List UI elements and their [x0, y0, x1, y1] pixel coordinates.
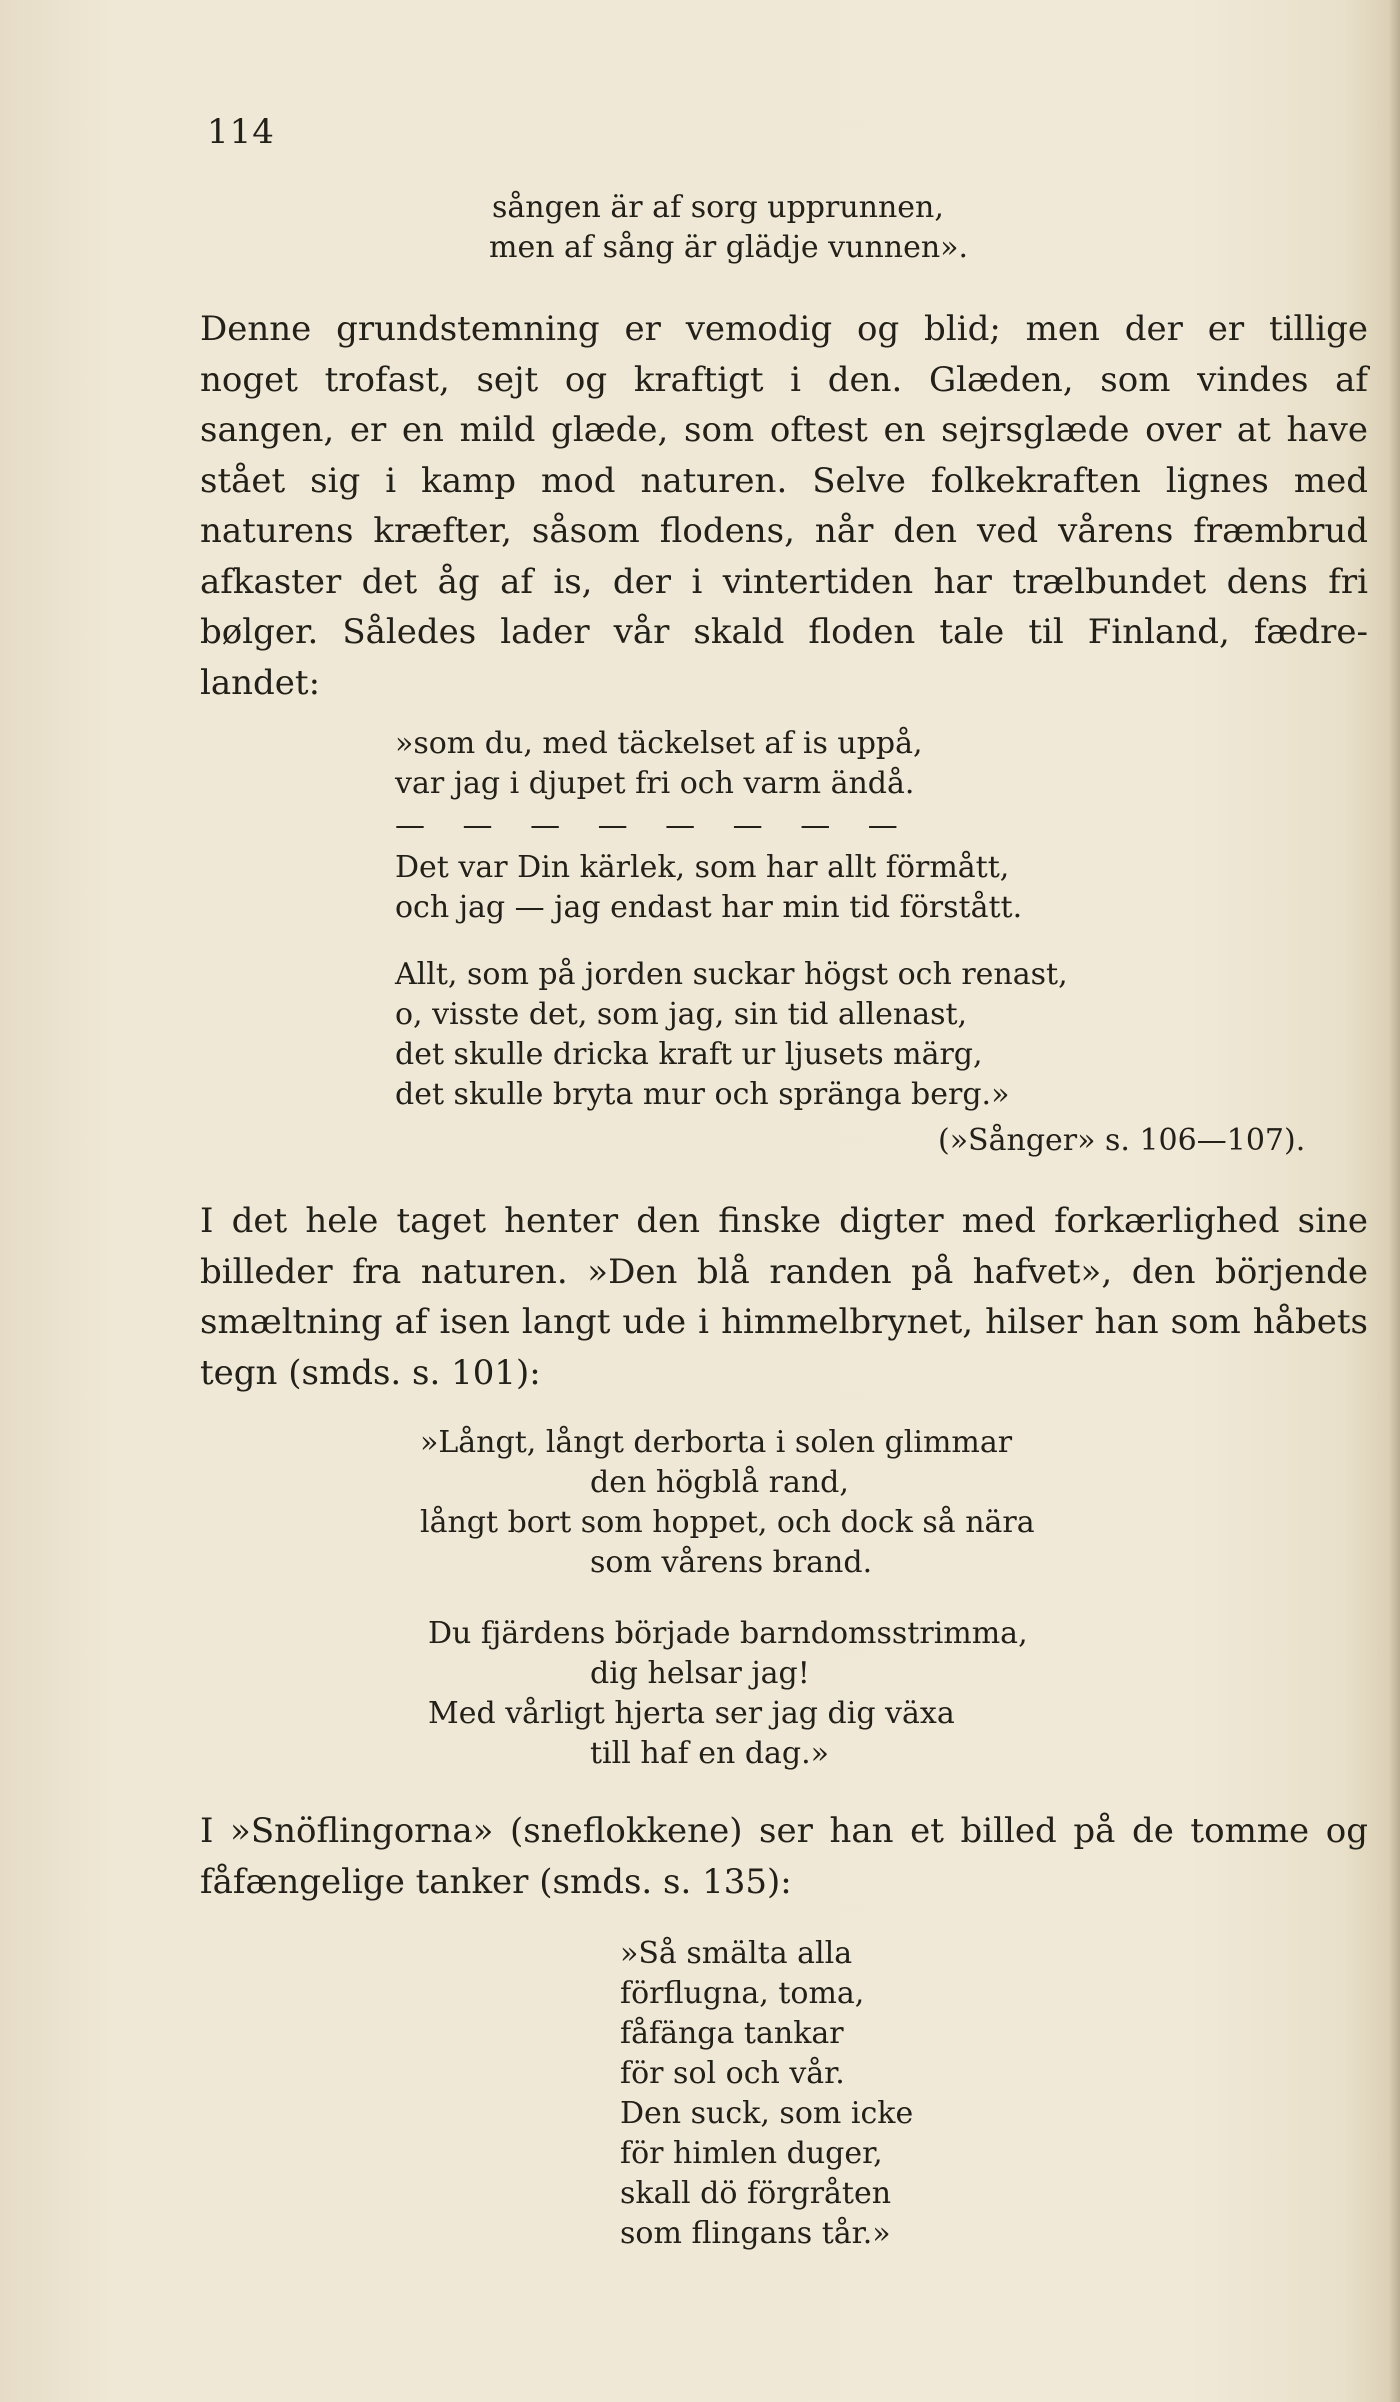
paragraph-2 [200, 1196, 1368, 1398]
verse-omission-dashes: — — — — — — — — [395, 808, 912, 843]
verse-line: som flingans tår.» [620, 2216, 891, 2251]
verse-line: dig helsar jag! [590, 1656, 810, 1691]
prose-line: naturens kræfter, såsom flodens, når den ved vårens fræmbrud [200, 511, 1368, 551]
verse-line: Du fjärdens började barndomsstrimma, [428, 1616, 1028, 1651]
prose-line: smæltning af isen langt ude i himmelbrynet, hilser han som håbets [200, 1302, 1368, 1342]
prose-line: afkaster det åg af is, der i vintertiden har trælbundet dens fri [200, 561, 1368, 602]
verse-line: och jag — jag endast har min tid förstått. [395, 890, 1023, 925]
verse-line: var jag i djupet fri och varm ändå. [395, 766, 915, 801]
prose-line: tegn (smds. s. 101): [200, 1352, 541, 1393]
verse-line: den högblå rand, [590, 1465, 849, 1500]
verse-line: o, visste det, som jag, sin tid allenast, [395, 997, 968, 1032]
verse-line: »som du, med täckelset af is uppå, [395, 726, 923, 761]
verse-line: »Så smälta alla [620, 1936, 853, 1971]
prose-line: billeder fra naturen. »Den blå randen på hafvet», den börjende [200, 1251, 1368, 1292]
verse-line: sången är af sorg upprunnen, [492, 190, 944, 225]
verse-line: men af sång är glädje vunnen». [489, 230, 969, 265]
verse-line: skall dö förgråten [620, 2176, 892, 2211]
prose-line: stået sig i kamp mod naturen. Selve folkekraften lignes med [200, 460, 1368, 501]
verse-line: för sol och vår. [620, 2056, 845, 2091]
verse-line: Med vårligt hjerta ser jag dig växa [428, 1696, 955, 1731]
paragraph-1 [200, 304, 1368, 708]
verse-block-1 [489, 188, 969, 268]
verse-line: till haf en dag.» [590, 1736, 830, 1771]
prose-line: noget trofast, sejt og kraftigt i den. Glæden, som vindes af [200, 359, 1368, 400]
verse-line: fåfänga tankar [620, 2016, 844, 2051]
prose-line: landet: [200, 662, 321, 703]
verse-line: för himlen duger, [620, 2136, 883, 2171]
prose-line: I »Snöflingorna» (sneflokkene) ser han et billed på de tomme og [200, 1811, 1368, 1851]
verse-block-4 [395, 955, 1068, 1115]
verse-block-2 [395, 724, 923, 804]
page-edge [1390, 0, 1400, 2402]
verse-block-3 [395, 848, 1022, 928]
prose-line: bølger. Således lader vår skald floden tale til Finland, fædre- [200, 612, 1368, 652]
verse-line: förflugna, toma, [620, 1976, 865, 2011]
verse-line: som vårens brand. [590, 1545, 873, 1580]
prose-line: Denne grundstemning er vemodig og blid; men der er tillige [200, 309, 1368, 349]
verse-block-7 [620, 1934, 913, 2254]
verse-block-5 [420, 1423, 1035, 1583]
prose-line: fåfængelige tanker (smds. s. 135): [200, 1861, 792, 1902]
prose-line: sangen, er en mild glæde, som oftest en sejrsglæde over at have [200, 410, 1368, 450]
verse-line: Den suck, som icke [620, 2096, 914, 2131]
verse-block-6 [428, 1614, 1028, 1774]
verse-line: Det var Din kärlek, som har allt förmått, [395, 850, 1010, 885]
verse-line: det skulle dricka kraft ur ljusets märg, [395, 1037, 983, 1072]
paragraph-3 [200, 1806, 1368, 1907]
verse-line: det skulle bryta mur och spränga berg.» [395, 1077, 1010, 1112]
verse-line: Allt, som på jorden suckar högst och renast, [395, 957, 1068, 992]
page-number: 114 [207, 112, 275, 152]
source-citation: (»Sånger» s. 106—107). [938, 1123, 1306, 1158]
verse-line: långt bort som hoppet, och dock så nära [420, 1505, 1035, 1540]
verse-line: »Långt, långt derborta i solen glimmar [420, 1425, 1013, 1460]
prose-line: I det hele taget henter den finske digter med forkærlighed sine [200, 1201, 1368, 1241]
